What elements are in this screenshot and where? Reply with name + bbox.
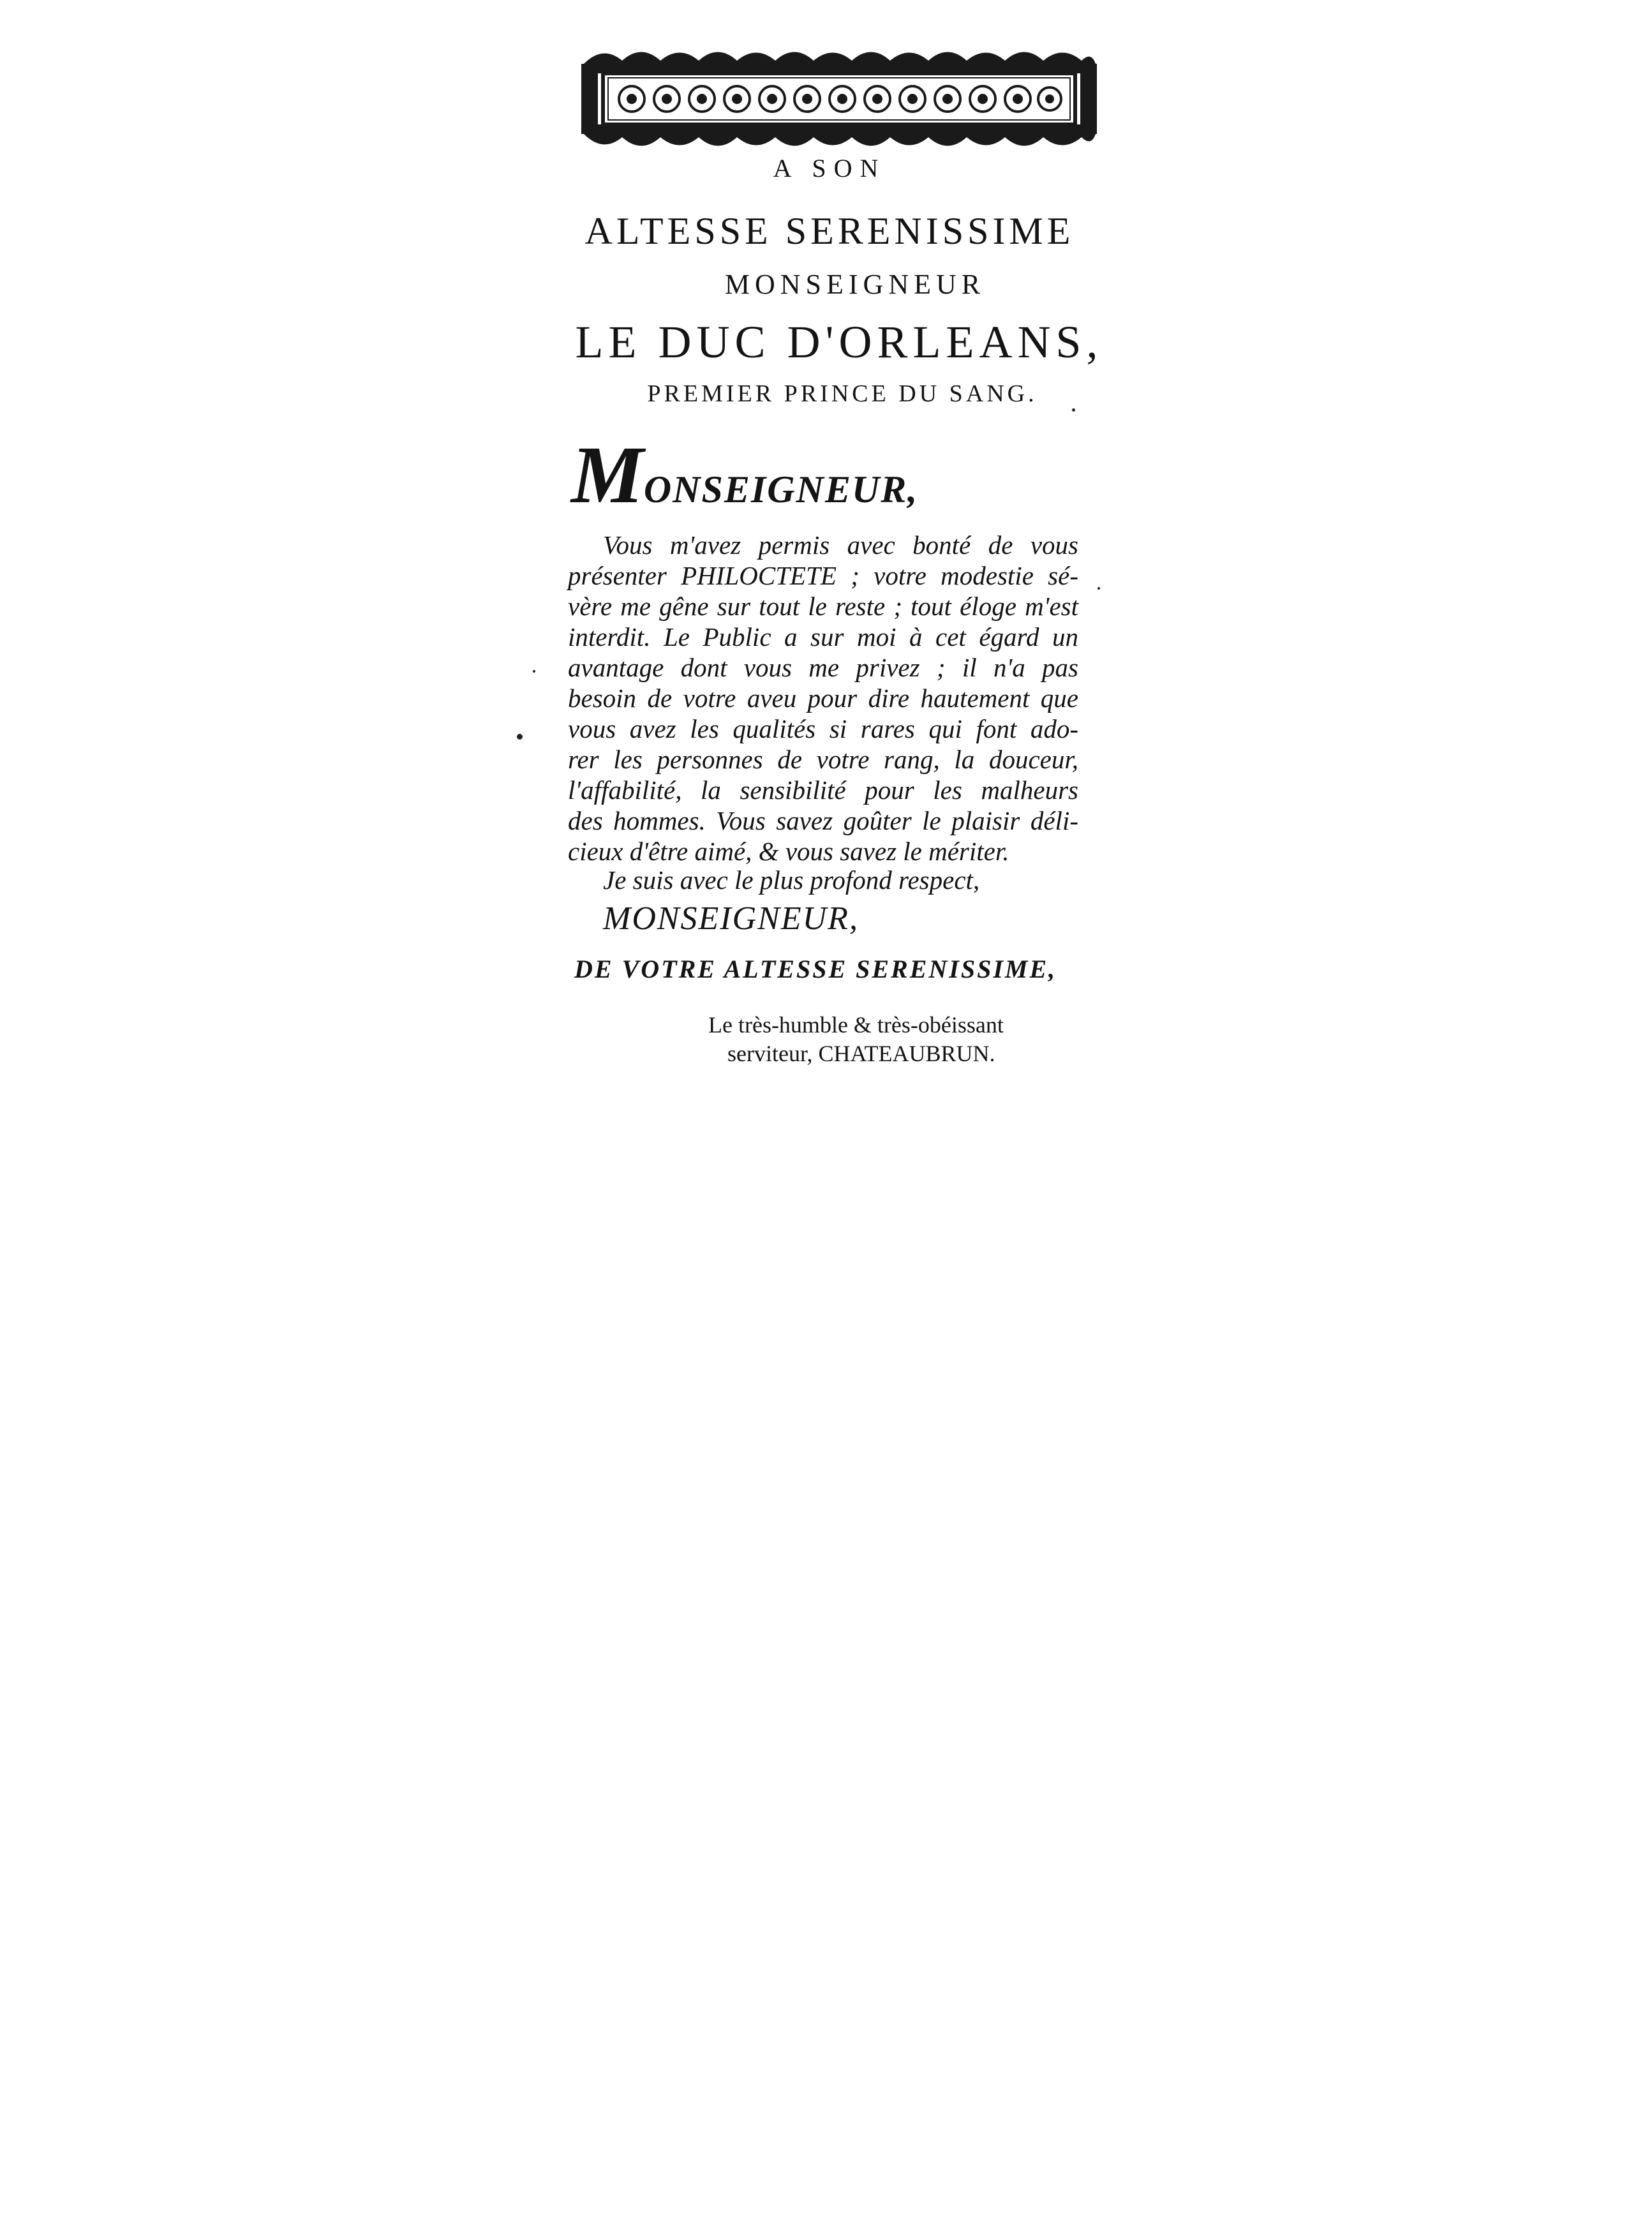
body-line: présenter PHILOCTETE ; votre modestie sé-: [568, 561, 1078, 590]
closing-de-votre: DE VOTRE ALTESSE SERENISSIME,: [574, 955, 1057, 983]
closing-humble: Le très-humble & très-obéissant: [708, 1012, 1004, 1038]
salutation: [571, 429, 919, 520]
dedication-duc: LE DUC D'ORLEANS,: [575, 317, 1103, 368]
closing-monseigneur: MONSEIGNEUR,: [603, 900, 859, 937]
body-line: vère me gêne sur tout le reste ; tout éloge m'est: [568, 592, 1078, 621]
salutation-rest: ONSEIGNEUR,: [643, 468, 919, 511]
body-line: avantage dont vous me privez ; il n'a pas: [568, 653, 1078, 682]
body-line: besoin de votre aveu pour dire hautement que: [568, 683, 1078, 713]
ink-speck: [1072, 408, 1075, 412]
body-line: vous avez les qualités si rares qui font ado-: [568, 714, 1078, 743]
letter-body: [568, 530, 1104, 867]
ink-speck: [517, 734, 523, 740]
dedication-prince: PREMIER PRINCE DU SANG.: [647, 380, 1038, 407]
dedication-monseigneur: MONSEIGNEUR: [724, 269, 986, 300]
body-line: cieux d'être aimé, & vous savez le mériter.: [568, 837, 1009, 866]
body-line: l'affabilité, la sensibilité pour les malheurs: [568, 775, 1078, 805]
closing-respect: Je suis avec le plus profond respect,: [603, 865, 980, 895]
ink-speck: [533, 670, 535, 673]
body-line: interdit. Le Public a sur moi à cet égard un: [568, 622, 1078, 652]
body-line: rer les personnes de votre rang, la douceur,: [568, 745, 1078, 774]
dedication-a-son: A SON: [773, 154, 886, 183]
ink-speck: [1098, 587, 1100, 590]
dedication-altesse: ALTESSE SERENISSIME: [584, 210, 1075, 252]
document-page: [523, 26, 1103, 1072]
body-line: des hommes. Vous savez goûter le plaisir déli-: [568, 806, 1078, 835]
ornamental-headpiece: [577, 38, 1101, 160]
closing-servant: serviteur, CHATEAUBRUN.: [727, 1041, 995, 1066]
body-line: Vous m'avez permis avec bonté de vous: [603, 530, 1078, 560]
salutation-initial: M: [571, 429, 644, 520]
